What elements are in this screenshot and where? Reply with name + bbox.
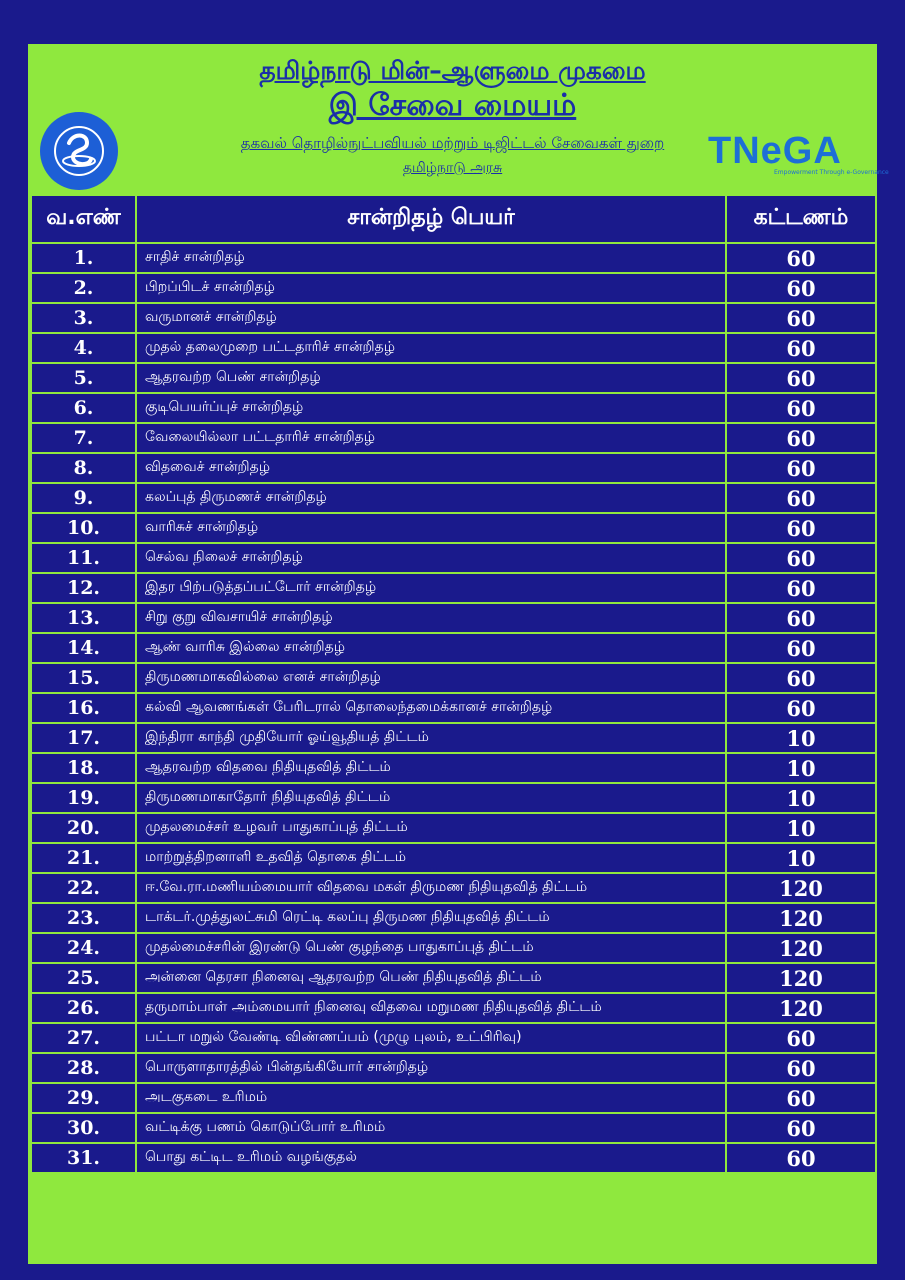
row-serial: 7. xyxy=(31,423,136,453)
row-certificate-name: இதர பிற்படுத்தப்பட்டோர் சான்றிதழ் xyxy=(136,573,726,603)
row-certificate-name: அடகுகடை உரிமம் xyxy=(136,1083,726,1113)
row-certificate-name: ஆண் வாரிசு இல்லை சான்றிதழ் xyxy=(136,633,726,663)
table-row xyxy=(31,453,876,483)
row-serial: 13. xyxy=(31,603,136,633)
row-fee: 120 xyxy=(726,873,876,903)
row-fee: 120 xyxy=(726,903,876,933)
table-row xyxy=(31,363,876,393)
row-certificate-name: வேலையில்லா பட்டதாரிச் சான்றிதழ் xyxy=(136,423,726,453)
row-certificate-name: விதவைச் சான்றிதழ் xyxy=(136,453,726,483)
table-row xyxy=(31,513,876,543)
row-serial: 2. xyxy=(31,273,136,303)
row-fee: 60 xyxy=(726,483,876,513)
table-row xyxy=(31,633,876,663)
table-row xyxy=(31,273,876,303)
center-title: இ சேவை மையம் xyxy=(328,88,577,123)
row-certificate-name: பொருளாதாரத்தில் பின்தங்கியோர் சான்றிதழ் xyxy=(136,1053,726,1083)
row-certificate-name: செல்வ நிலைச் சான்றிதழ் xyxy=(136,543,726,573)
table-row xyxy=(31,813,876,843)
row-fee: 60 xyxy=(726,273,876,303)
row-serial: 8. xyxy=(31,453,136,483)
table-row xyxy=(31,873,876,903)
row-fee: 60 xyxy=(726,1113,876,1143)
row-certificate-name: சிறு குறு விவசாயிச் சான்றிதழ் xyxy=(136,603,726,633)
table-row xyxy=(31,993,876,1023)
row-serial: 20. xyxy=(31,813,136,843)
column-header-certificate-name: சான்றிதழ் பெயர் xyxy=(136,195,726,243)
table-row xyxy=(31,963,876,993)
table-row xyxy=(31,1023,876,1053)
row-fee: 10 xyxy=(726,813,876,843)
row-certificate-name: வாரிசுச் சான்றிதழ் xyxy=(136,513,726,543)
table-row xyxy=(31,543,876,573)
row-certificate-name: பொது கட்டிட உரிமம் வழங்குதல் xyxy=(136,1143,726,1173)
row-certificate-name: தருமாம்பாள் அம்மையார் நினைவு விதவை மறுமண நிதியுதவித் திட்டம் xyxy=(136,993,726,1023)
row-fee: 60 xyxy=(726,333,876,363)
row-fee: 60 xyxy=(726,423,876,453)
row-serial: 28. xyxy=(31,1053,136,1083)
row-certificate-name: டாக்டர்.முத்துலட்சுமி ரெட்டி கலப்பு திருமண நிதியுதவித் திட்டம் xyxy=(136,903,726,933)
row-serial: 21. xyxy=(31,843,136,873)
row-certificate-name: ஆதரவற்ற பெண் சான்றிதழ் xyxy=(136,363,726,393)
table-row xyxy=(31,903,876,933)
government-title: தமிழ்நாடு அரசு xyxy=(402,160,503,176)
department-title: தகவல் தொழில்நுட்பவியல் மற்றும் டிஜிட்டல் சேவைகள் துறை xyxy=(240,134,665,152)
table-row xyxy=(31,723,876,753)
row-fee: 60 xyxy=(726,1053,876,1083)
table-row xyxy=(31,753,876,783)
row-serial: 11. xyxy=(31,543,136,573)
row-certificate-name: இந்திரா காந்தி முதியோர் ஓய்வூதியத் திட்டம் xyxy=(136,723,726,753)
row-serial: 25. xyxy=(31,963,136,993)
row-serial: 10. xyxy=(31,513,136,543)
row-certificate-name: முதலமைச்சர் உழவர் பாதுகாப்புத் திட்டம் xyxy=(136,813,726,843)
table-row xyxy=(31,243,876,273)
row-certificate-name: பட்டா மறுல் வேண்டி விண்ணப்பம் (முழு புலம், உட்பிரிவு) xyxy=(136,1023,726,1053)
row-fee: 60 xyxy=(726,393,876,423)
table-row xyxy=(31,423,876,453)
row-fee: 60 xyxy=(726,1143,876,1173)
row-certificate-name: வருமானச் சான்றிதழ் xyxy=(136,303,726,333)
row-serial: 6. xyxy=(31,393,136,423)
row-certificate-name: திருமணமாகாதோர் நிதியுதவித் திட்டம் xyxy=(136,783,726,813)
row-serial: 22. xyxy=(31,873,136,903)
row-fee: 120 xyxy=(726,963,876,993)
row-fee: 120 xyxy=(726,993,876,1023)
row-fee: 60 xyxy=(726,663,876,693)
row-fee: 60 xyxy=(726,363,876,393)
agency-title: தமிழ்நாடு மின்–ஆளுமை முகமை xyxy=(259,56,646,85)
tnega-logo xyxy=(708,130,889,180)
table-row xyxy=(31,1083,876,1113)
fee-table xyxy=(30,194,877,1174)
row-serial: 9. xyxy=(31,483,136,513)
poster-panel xyxy=(28,44,889,1264)
row-serial: 29. xyxy=(31,1083,136,1113)
row-fee: 60 xyxy=(726,243,876,273)
row-serial: 12. xyxy=(31,573,136,603)
row-certificate-name: கல்வி ஆவணங்கள் பேரிடரால் தொலைந்தமைக்கானச் சான்றிதழ் xyxy=(136,693,726,723)
row-fee: 60 xyxy=(726,513,876,543)
row-fee: 60 xyxy=(726,693,876,723)
row-serial: 15. xyxy=(31,663,136,693)
table-row xyxy=(31,1053,876,1083)
tnega-logo-word: TNeGA xyxy=(708,130,842,172)
table-row xyxy=(31,603,876,633)
row-fee: 60 xyxy=(726,573,876,603)
row-serial: 23. xyxy=(31,903,136,933)
column-header-fee: கட்டணம் xyxy=(726,195,876,243)
header xyxy=(28,44,889,194)
table-header-row xyxy=(31,195,876,243)
row-serial: 19. xyxy=(31,783,136,813)
table-row xyxy=(31,1113,876,1143)
row-serial: 1. xyxy=(31,243,136,273)
row-fee: 10 xyxy=(726,843,876,873)
row-serial: 27. xyxy=(31,1023,136,1053)
table-row xyxy=(31,303,876,333)
table-row xyxy=(31,783,876,813)
row-serial: 4. xyxy=(31,333,136,363)
row-fee: 60 xyxy=(726,1023,876,1053)
table-row xyxy=(31,333,876,363)
row-certificate-name: வட்டிக்கு பணம் கொடுப்போர் உரிமம் xyxy=(136,1113,726,1143)
row-certificate-name: சாதிச் சான்றிதழ் xyxy=(136,243,726,273)
row-certificate-name: குடிபெயர்ப்புச் சான்றிதழ் xyxy=(136,393,726,423)
tnega-logo-tagline: Empowerment Through e-Governance xyxy=(774,169,889,176)
row-certificate-name: முதல்மைச்சரின் இரண்டு பெண் குழந்தை பாதுகாப்புத் திட்டம் xyxy=(136,933,726,963)
row-fee: 10 xyxy=(726,783,876,813)
row-fee: 120 xyxy=(726,933,876,963)
row-serial: 17. xyxy=(31,723,136,753)
row-certificate-name: முதல் தலைமுறை பட்டதாரிச் சான்றிதழ் xyxy=(136,333,726,363)
table-row xyxy=(31,393,876,423)
table-row xyxy=(31,663,876,693)
row-certificate-name: அன்னை தெரசா நினைவு ஆதரவற்ற பெண் நிதியுதவித் திட்டம் xyxy=(136,963,726,993)
row-fee: 60 xyxy=(726,303,876,333)
table-row xyxy=(31,573,876,603)
row-serial: 14. xyxy=(31,633,136,663)
row-serial: 26. xyxy=(31,993,136,1023)
column-header-serial: வ.எண் xyxy=(31,195,136,243)
row-fee: 60 xyxy=(726,543,876,573)
row-fee: 60 xyxy=(726,1083,876,1113)
row-serial: 24. xyxy=(31,933,136,963)
row-serial: 30. xyxy=(31,1113,136,1143)
table-row xyxy=(31,933,876,963)
row-fee: 60 xyxy=(726,603,876,633)
row-serial: 18. xyxy=(31,753,136,783)
row-fee: 60 xyxy=(726,633,876,663)
row-certificate-name: கலப்புத் திருமணச் சான்றிதழ் xyxy=(136,483,726,513)
table-row xyxy=(31,483,876,513)
row-certificate-name: திருமணமாகவில்லை எனச் சான்றிதழ் xyxy=(136,663,726,693)
row-fee: 10 xyxy=(726,753,876,783)
row-serial: 31. xyxy=(31,1143,136,1173)
table-row xyxy=(31,843,876,873)
row-fee: 60 xyxy=(726,453,876,483)
row-certificate-name: ஆதரவற்ற விதவை நிதியுதவித் திட்டம் xyxy=(136,753,726,783)
row-fee: 10 xyxy=(726,723,876,753)
row-serial: 16. xyxy=(31,693,136,723)
row-certificate-name: பிறப்பிடச் சான்றிதழ் xyxy=(136,273,726,303)
row-certificate-name: ஈ.வே.ரா.மணியம்மையார் விதவை மகள் திருமண நிதியுதவித் திட்டம் xyxy=(136,873,726,903)
row-certificate-name: மாற்றுத்திறனாளி உதவித் தொகை திட்டம் xyxy=(136,843,726,873)
table-row xyxy=(31,1143,876,1173)
table-row xyxy=(31,693,876,723)
row-serial: 3. xyxy=(31,303,136,333)
row-serial: 5. xyxy=(31,363,136,393)
